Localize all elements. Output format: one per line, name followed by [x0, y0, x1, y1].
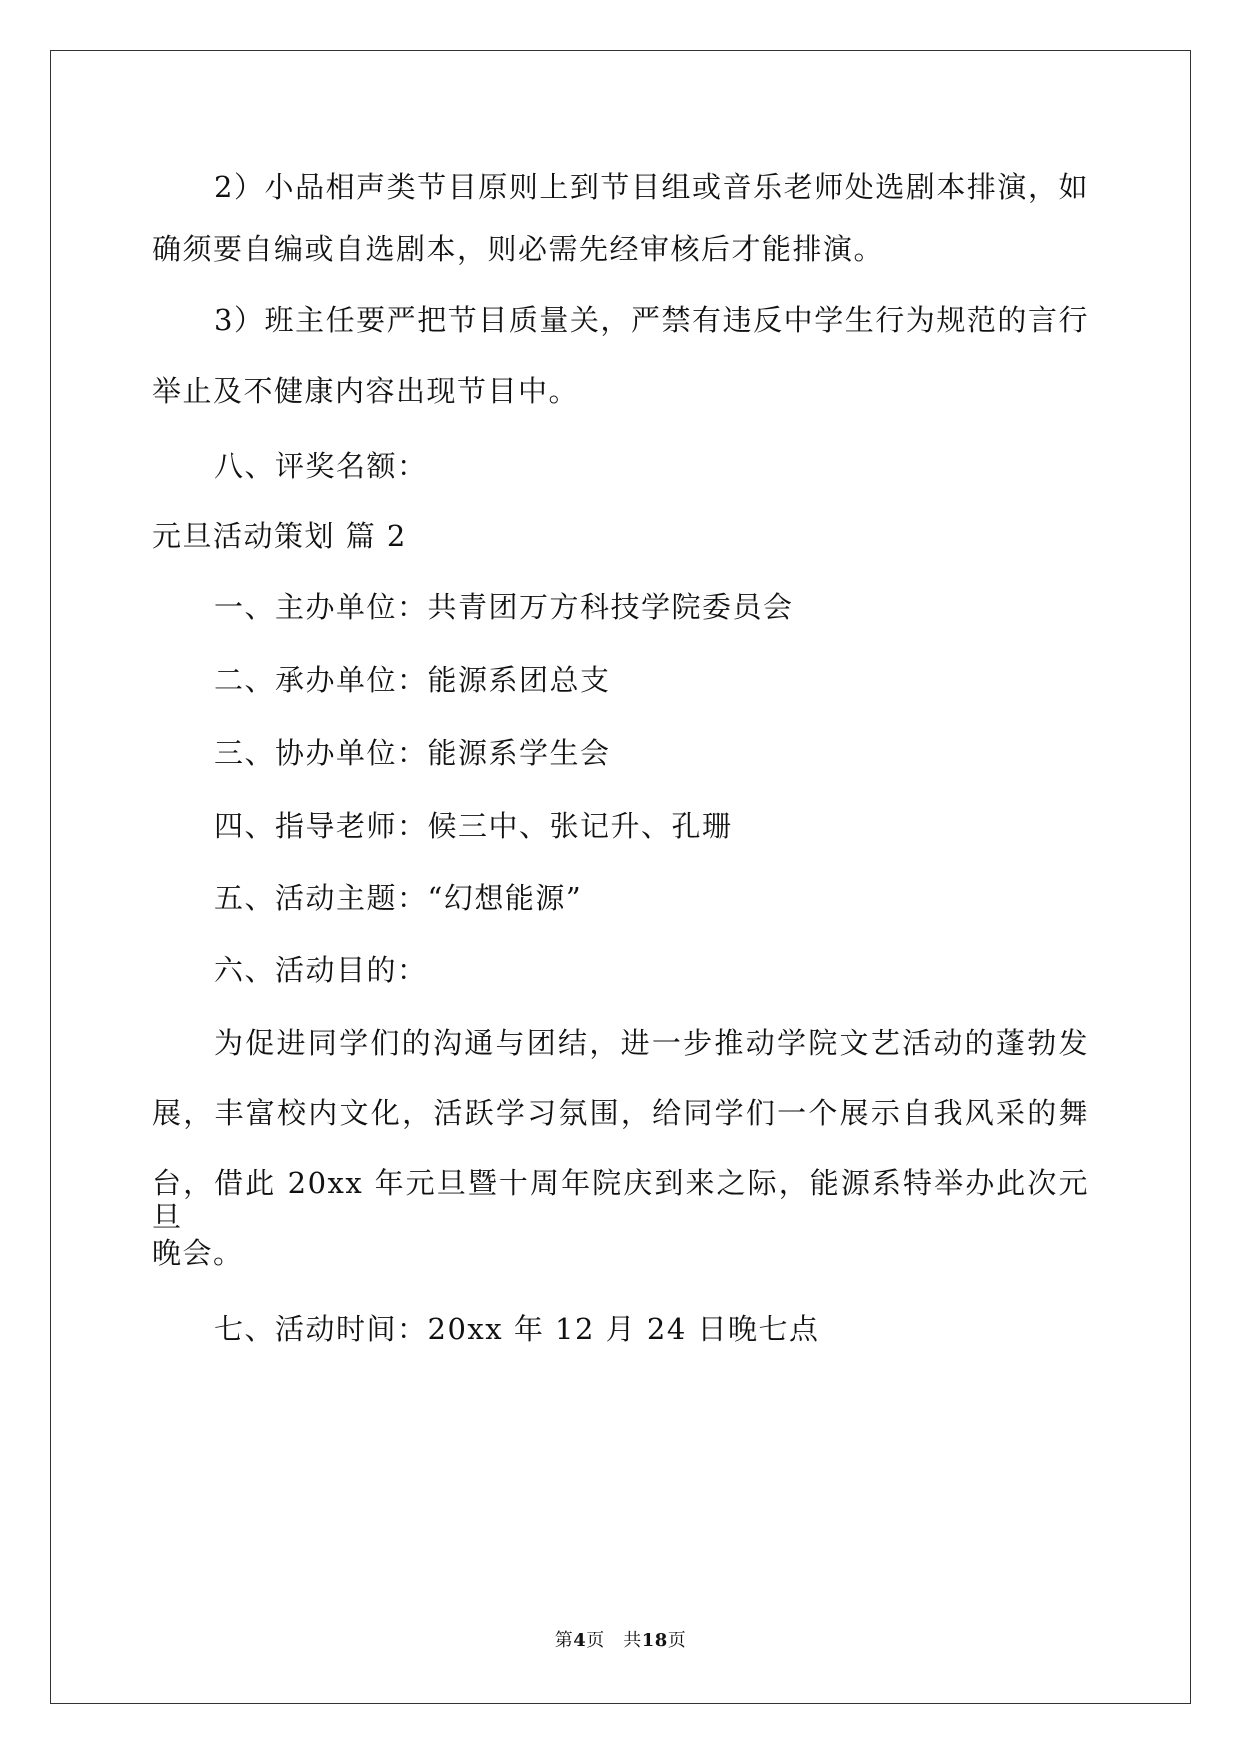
paragraph-line: 举止及不健康内容出现节目中。: [152, 374, 580, 408]
paragraph-line: 3）班主任要严把节目质量关，严禁有违反中学生行为规范的言行: [214, 303, 1089, 337]
current-page-number: 4: [573, 1630, 587, 1651]
paragraph-line: 展，丰富校内文化，活跃学习氛围，给同学们一个展示自我风采的舞: [152, 1096, 1089, 1130]
article-title: 元旦活动策划 篇 2: [152, 519, 407, 553]
total-page-count: 18: [641, 1630, 668, 1651]
section-heading: 六、活动目的：: [214, 953, 428, 987]
paragraph-line: 为促进同学们的沟通与团结，进一步推动学院文艺活动的蓬勃发: [214, 1026, 1089, 1060]
paragraph-line: 确须要自编或自选剧本，则必需先经审核后才能排演。: [152, 232, 885, 266]
paragraph-line: 一、主办单位：共青团万方科技学院委员会: [214, 590, 794, 624]
paragraph-line: 2）小品相声类节目原则上到节目组或音乐老师处选剧本排演，如: [214, 170, 1089, 204]
footer-prefix: 第: [554, 1630, 574, 1651]
section-heading: 八、评奖名额：: [214, 449, 428, 483]
paragraph-line: 三、协办单位：能源系学生会: [214, 736, 611, 770]
footer-suffix: 页: [667, 1630, 687, 1651]
page-frame: [50, 50, 1191, 1704]
footer-middle: 页 共: [586, 1630, 642, 1651]
page-footer: [0, 1630, 1241, 1652]
paragraph-line: 台，借此 20xx 年元旦暨十周年院庆到来之际，能源系特举办此次元旦: [152, 1166, 1089, 1234]
paragraph-line: 四、指导老师：候三中、张记升、孔珊: [214, 809, 733, 843]
paragraph-line: 晚会。: [152, 1236, 244, 1270]
paragraph-line: 七、活动时间：20xx 年 12 月 24 日晚七点: [214, 1312, 820, 1346]
paragraph-line: 二、承办单位：能源系团总支: [214, 663, 611, 697]
paragraph-line: 五、活动主题：“幻想能源”: [214, 881, 583, 915]
